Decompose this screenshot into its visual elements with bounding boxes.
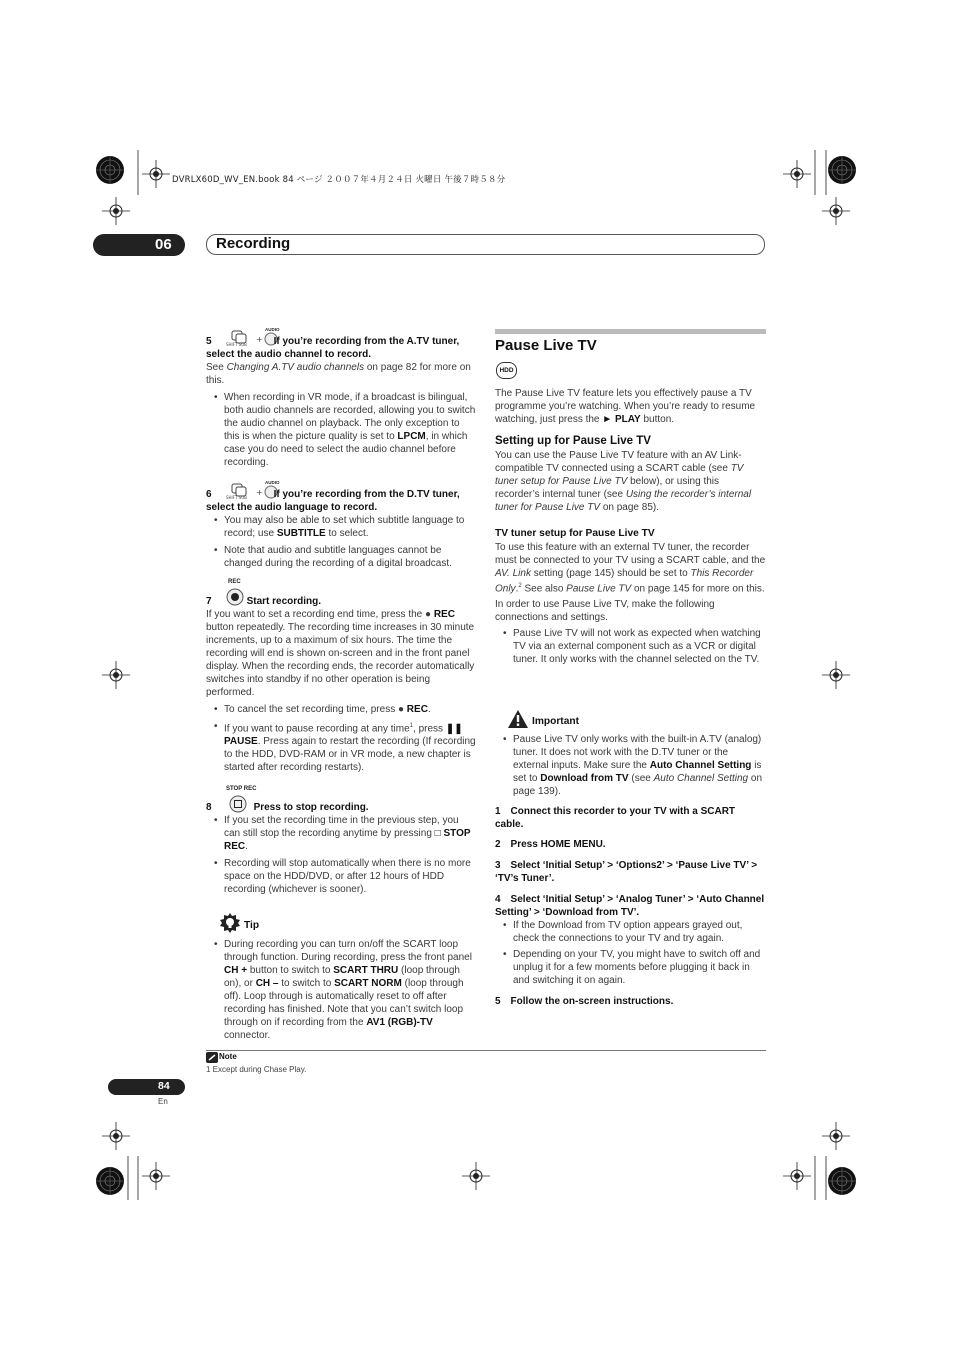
text: on page 139). — [513, 773, 763, 797]
text: If you set the recording time in the previous step, you can still stop the recording anytime by pressing — [224, 815, 459, 839]
step5-block — [206, 335, 476, 469]
text: . — [427, 704, 431, 715]
text: button repeatedly. The recording time increases in 30 minute increments, up to a maximum of six hours. The time the recording will end is shown on-screen and in the front panel display. When the recording ends, the recorder automatically switches into standby if no other operation is being performed. — [206, 622, 475, 698]
bold-text: LPCM — [397, 431, 426, 442]
order-bullet: • Pause Live TV will not work as expected when watching TV via an external component such as a VCR or digital tuner. It only works with the channel selected on the TV. — [495, 627, 766, 666]
bold-text: SCART THRU — [333, 965, 399, 976]
text: To cancel the set recording time, press ● — [224, 704, 407, 715]
page-number-tab — [108, 1079, 185, 1095]
intro-text — [495, 387, 766, 426]
order-text: In order to use Pause Live TV, make the following connections and settings. — [495, 599, 715, 624]
step6-title — [206, 488, 476, 514]
text: , in which case you do need to select the audio channel before recording. — [224, 431, 468, 468]
setup-text — [495, 449, 766, 514]
stop-rec-label: STOP REC — [226, 786, 257, 792]
bold-text: REC — [406, 704, 428, 715]
setup-step-4: 4 Select ‘Initial Setup’ > ‘Analog Tuner’ > ‘Auto Channel Setting’ > ‘Download from TV’. — [495, 894, 765, 918]
setup-step-5: 5 Follow the on-screen instructions. — [495, 996, 674, 1007]
note-text: 1 Except during Chase Play. — [206, 1065, 307, 1074]
step6-title-text: If you’re recording from the D.TV tuner, select the audio language to record. — [206, 489, 460, 513]
text: on page 85). — [600, 502, 659, 513]
text: . Press again to restart the recording (If recording to the HDD, DVD-RAM or in VR mode, a new chapter is started after recording restarts). — [224, 736, 476, 774]
section-title: Pause Live TV — [495, 337, 597, 354]
cross-reference: Changing A.TV audio channels — [226, 362, 365, 373]
hdd-badge: HDD — [496, 362, 517, 379]
step7-body — [206, 608, 476, 699]
text: setting (page 145) should be set to — [530, 568, 691, 579]
text: on page 82 for more on this. — [206, 362, 471, 386]
tip-bullet — [206, 938, 478, 1042]
step7-title-text: Start recording. — [246, 596, 322, 607]
bold-text: CH + — [224, 965, 248, 976]
bold-text: □ STOP REC — [224, 828, 471, 852]
step5-see-text — [206, 361, 476, 387]
note-pencil-icon — [206, 1052, 218, 1063]
important-label: Important — [532, 716, 579, 727]
setting-name: AV. Link — [495, 568, 531, 579]
setup-heading: Setting up for Pause Live TV — [495, 435, 651, 447]
step7-title — [206, 595, 476, 608]
setup-step-1: 1 Connect this recorder to your TV with a SCART cable. — [495, 806, 736, 830]
tip-label: Tip — [244, 920, 260, 931]
step5-number: 5 — [206, 336, 212, 347]
bold-text: Auto Channel Setting — [649, 760, 752, 771]
text: on page 145 for more on this. — [631, 583, 765, 595]
step8-block — [206, 801, 476, 896]
step6-number: 6 — [206, 489, 212, 500]
bold-text: SCART NORM — [334, 978, 402, 989]
tip-block — [206, 938, 478, 1042]
svg-text:SHIFT SUB: SHIFT SUB — [226, 495, 247, 500]
right-column — [495, 387, 766, 666]
step6-bullet-1 — [206, 514, 476, 540]
text: You can use the Pause Live TV feature with an AV Link-compatible TV connected using a SCART cable (see — [495, 450, 742, 474]
setup-steps — [495, 805, 766, 1008]
chapter-number: 06 — [155, 236, 172, 253]
cross-reference: Using the recorder’s internal tuner for Pause Live TV — [495, 489, 752, 513]
text: The Pause Live TV feature lets you effectively pause a TV programme you’re watching. When you’re ready to resume watching, just press the — [495, 388, 756, 425]
bold-text: ► PLAY — [602, 414, 641, 425]
text: connector. — [224, 1030, 271, 1041]
step5-bullet — [206, 391, 476, 469]
bold-text: SUBTITLE — [276, 528, 326, 539]
cross-reference: TV tuner setup for Pause Live TV — [495, 463, 744, 487]
bold-text: Download from TV — [540, 773, 629, 784]
bold-text: CH – — [255, 978, 279, 989]
text: If you want to pause recording at any time — [224, 723, 410, 735]
important-bullet — [495, 733, 766, 798]
text: . — [245, 841, 248, 852]
text: See also — [521, 583, 567, 595]
bold-text: ❚❚ PAUSE — [224, 723, 463, 748]
svg-text:SHIFT SUB: SHIFT SUB — [226, 342, 247, 347]
page-language: En — [158, 1097, 168, 1106]
text: to select. — [325, 528, 369, 539]
step8-title — [206, 801, 476, 814]
text: to switch to — [278, 978, 335, 989]
setup-step-4-bullet-2: • Depending on your TV, you might have to switch off and unplug it for a few moments before plugging it back in and switching it on again. — [495, 948, 766, 987]
cross-reference: Auto Channel Setting — [653, 773, 749, 784]
text: button. — [640, 414, 675, 425]
text: (loop through on), or — [224, 965, 460, 989]
step5-title-text: If you’re recording from the A.TV tuner, select the audio channel to record. — [206, 336, 460, 360]
important-block — [495, 733, 766, 798]
step7-number: 7 — [206, 596, 212, 607]
text: Pause Live TV only works with the built-in A.TV (analog) tuner. It does not work with the D.TV tuner or the external inputs. Make sure the — [513, 734, 762, 771]
text: (loop through off). Loop through is automatically reset to off after recording has finished. Note that you can’t switch loop through on if recording from the — [224, 978, 464, 1028]
setup-step-2: 2 Press HOME MENU. — [495, 839, 606, 850]
step8-title-text: Press to stop recording. — [253, 802, 369, 813]
text: below), or using this recorder’s internal tuner (see — [495, 476, 720, 500]
text: You may also be able to set which subtitle language to record; use — [224, 515, 465, 539]
step7-block — [206, 595, 476, 774]
text: (see — [628, 773, 654, 784]
tuner-text — [495, 541, 766, 595]
text: If you want to set a recording end time, press the ● — [206, 609, 434, 620]
step6-block — [206, 488, 476, 570]
step8-bullet-1 — [206, 814, 476, 853]
audio-label: AUDIO — [265, 480, 280, 485]
step8-bullet-2: • Recording will stop automatically when there is no more space on the HDD/DVD, or after 12 hours of HDD recording (whichever is sooner). — [206, 857, 476, 896]
step6-bullet-2: • Note that audio and subtitle languages cannot be changed during the recording of a digital broadcast. — [206, 544, 476, 570]
footnote-ref: 1 — [409, 723, 414, 729]
step8-number: 8 — [206, 802, 212, 813]
chapter-title: Recording — [216, 235, 291, 252]
tip-lightbulb-icon — [218, 912, 242, 934]
text: is set to — [513, 760, 762, 784]
tuner-heading: TV tuner setup for Pause Live TV — [495, 528, 655, 539]
text: When recording in VR mode, if a broadcast is bilingual, both audio channels are recorded, allowing you to switch the audio channel on playback. The only exception to this is when the picture quality is set to — [224, 392, 476, 442]
text: To use this feature with an external TV tuner, the recorder must be connected to your TV using a SCART cable, and the — [495, 542, 766, 566]
rec-label: REC — [228, 579, 241, 585]
bold-text: AV1 (RGB)-TV — [366, 1017, 433, 1028]
section-rule — [495, 329, 766, 334]
print-info-line: DVRLX60D_WV_EN.book 84 ページ ２００７年４月２４日 火曜日 午後７時５８分 — [172, 175, 506, 185]
footnote-ref: 2 — [518, 583, 522, 589]
svg-text:+: + — [256, 335, 263, 344]
step7-bullet-2 — [206, 720, 476, 774]
page-number: 84 — [158, 1080, 170, 1092]
text: See — [206, 362, 227, 373]
audio-label: AUDIO — [265, 327, 280, 332]
bold-text: REC — [433, 609, 455, 620]
text: , press — [413, 723, 446, 735]
setting-value: This Recorder Only — [495, 568, 754, 595]
step5-title — [206, 335, 476, 361]
text: button to switch to — [247, 965, 334, 976]
note-rule — [206, 1050, 766, 1051]
step7-bullet-1 — [206, 703, 476, 716]
cross-reference: Pause Live TV — [566, 583, 632, 595]
text: During recording you can turn on/off the SCART loop through function. During recording, press the front panel — [224, 939, 472, 963]
setup-step-4-bullet-1: • If the Download from TV option appears grayed out, check the connections to your TV and try again. — [495, 919, 766, 945]
text: . — [515, 583, 519, 595]
svg-text:+: + — [256, 488, 263, 497]
important-warning-icon — [507, 709, 529, 729]
setup-step-3: 3 Select ‘Initial Setup’ > ‘Options2’ > ‘Pause Live TV’ > ‘TV’s Tuner’. — [495, 860, 758, 884]
note-label: Note — [219, 1052, 237, 1061]
